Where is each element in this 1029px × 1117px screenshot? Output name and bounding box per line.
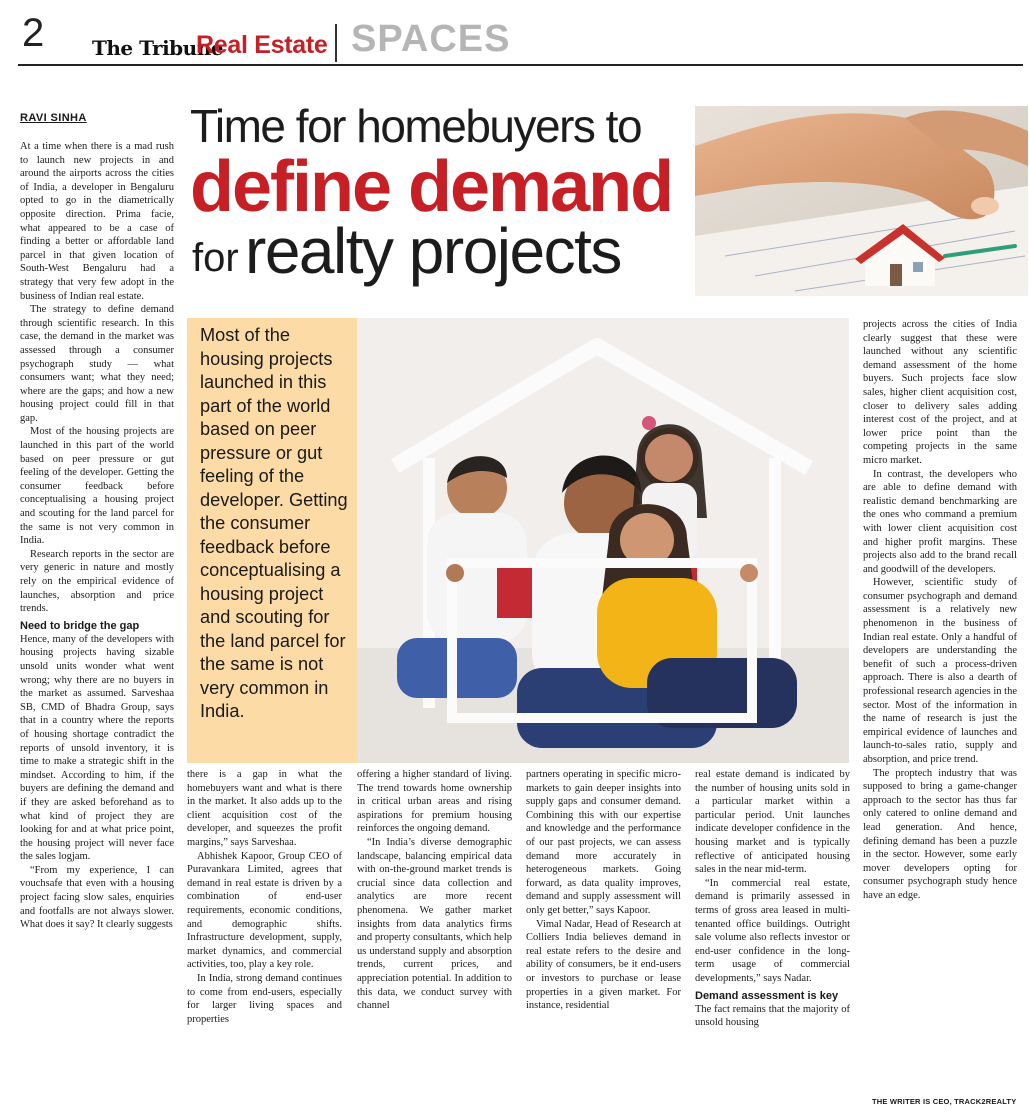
paragraph: offering a higher standard of living. The trend towards home ownership in critical urban areas and rising aspirations for premium housing reinforces the ongoing demand. [357,769,512,835]
paragraph: However, scientific study of consumer psychograph and demand assessment is a relatively new phenomenon in the business of Indian real estate. Only a handful of developers are understanding the benefit of such a process-driven approach. There is also a dearth of professional research agencies in the sector. Most of the information in the name of research is just the empirical evidence of launches and launch-to-sales ratio, supply and absorption, and price trend. [863,577,1017,765]
paragraph: In India, strong demand continues to come from end-users, especially for larger living spaces and properties [187,972,342,1025]
paragraph: real estate demand is indicated by the number of housing units sold in a particular market within a particular period. Unit launches indicate developer confidence in the housing market and is typically reflective of anticipated housing sales in the near mid-term. [695,769,850,876]
paragraph: At a time when there is a mad rush to launch new projects in and around the airports across the cities of India, a developer in Bengaluru opted to go in the diametrically opposite direction. Prima facie, what appeared to be a case of finding a better or affordable land parcel in that given location of South-West Bengaluru had a strategy that very few adopt in the business of Indian real estate. [20,141,174,302]
paragraph: Hence, many of the developers with housing projects having sizable unsold units wonder what went wrong; why there are no buyers in the market as assumed. Sarveshaa SB, CMD of Bhadra Group, says that in a country where the reports of housing shortage contradict the reports of unsold inventory, it is time to make a strategic shift in the mindset. According to him, if the buyers are defining the demand and if they are asked beforehand as to what kind of project they are looking for and at what price point, the housing project will never face the sales logjam. [20,633,174,863]
headline-line-3-small: for [192,236,239,280]
subheading: Need to bridge the gap [20,619,140,632]
paragraph: Most of the housing projects are launched in this part of the world based on peer pressure or gut feeling of the developer. Getting the consumer feedback before conceptualising a housing project and scouting for the land parcel for the same is not very common in India. [20,426,174,547]
column-4 [526,768,681,1013]
byline: RAVI SINHA [20,112,87,124]
paragraph: The fact remains that the majority of unsold housing [695,1003,850,1029]
column-5 [695,768,850,1030]
header-rule [18,64,1023,66]
headline-line-1: Time for homebuyers to [190,100,642,152]
writer-credit: THE WRITER IS CEO, TRACK2REALTY [872,1097,1017,1106]
header-divider [335,24,337,62]
paragraph: “From my experience, I can vouchsafe that even with a housing project facing slow sales, enquiries and footfalls are not always slower. What does it say? It clearly suggests [20,864,174,931]
paragraph: “In India’s diverse demographic landscape, balancing empirical data with on-the-ground market trends is crucial since data collection and analytics are more recent phenomena. We gather market insights from data analytics firms and property consultants, which help us understand supply and absorption trends, current prices, and appreciation potential. In addition to this data, we conduct survey with channel [357,836,512,1012]
headline-line-3-big: realty projects [245,215,621,287]
column-6 [863,318,1017,903]
house-model-photo [695,106,1028,296]
subheading: Demand assessment is key [695,989,839,1002]
family-photo [357,318,849,763]
column-1 [20,140,174,932]
brand-name: The Tribune [92,36,223,60]
page-header [18,8,1023,60]
brand-section: Real Estate [196,31,328,59]
paragraph: “In commercial real estate, demand is primarily assessed in terms of gross area leased in multi-tenanted office buildings. Outright sale volume also reflects investor or end-user confidence in the long-term usage of commercial developments,” says Nadar. [695,877,850,984]
paragraph: The proptech industry that was supposed to bring a game-changer approach to the sector has thus far only catered to online demand and lead generation. And hence, defining demand has been a puzzle in the sector. However, some early mover developers opting for consumer psychograph study hence have an edge. [863,767,1017,901]
paragraph: Vimal Nadar, Head of Research at Colliers India believes demand in real estate refers to the desire and ability of consumers, be it end-users or investors to purchase or lease properties in a given market. For instance, residential [526,918,681,1012]
pull-quote [187,318,357,763]
column-2 [187,768,342,1026]
section-name: SPACES [351,18,511,60]
paragraph: In contrast, the developers who are able to define demand with realistic demand benchmarking are the ones who command a premium with lower client acquisition cost and higher profit margins. These projects also add to the brand recall and goodwill of the developers. [863,468,1017,575]
pull-quote-text: Most of the housing projects launched in this part of the world based on peer pressure or gut feeling of the developer. Getting the consumer feedback before conceptualising a housing project and scouting for the land parcel for the same is not very common in India. [200,325,348,721]
paragraph: projects across the cities of India clearly suggest that these were launched without any scientific demand assessment of the home buyers. Such projects face slow sales, higher client acquisition cost, closer to delivery sales adding interest cost of the project, and at lower price point than the competing projects in the same micro market. [863,319,1017,466]
page-number: 2 [22,11,45,55]
paragraph: there is a gap in what the homebuyers want and what is there in the market. It also adds up to the client acquisition cost of the developer, and squeezes the profit margins,” says Sarveshaa. [187,769,342,848]
paragraph: Abhishek Kapoor, Group CEO of Puravankara Limited, agrees that demand in real estate is driven by a combination of end-user requirements, economic conditions, and demographic shifts. Infrastructure development, supply, market dynamics, and commercial activities, too, play a key role. [187,850,342,971]
column-3 [357,768,512,1013]
paragraph: partners operating in specific micro-markets to gain deeper insights into supply gaps and consumer demand. Combining this with our expertise and knowledge and the performance of our past projects, we can assess demand more accurately in heterogeneous markets. Going forward, as data quality improves, demand and supply assessment will only get better,” says Kapoor. [526,769,681,916]
paragraph: Research reports in the sector are very generic in nature and mostly rely on the empirical evidence of launches, absorption and price trends. [20,548,174,615]
headline-line-2: define demand [190,147,673,227]
paragraph: The strategy to define demand through scientific research. In this case, the demand in the market was assessed through a consumer psychograph study — what consumers want; what they need; where are the gaps; and how a new housing project could fill in that gap. [20,304,174,424]
